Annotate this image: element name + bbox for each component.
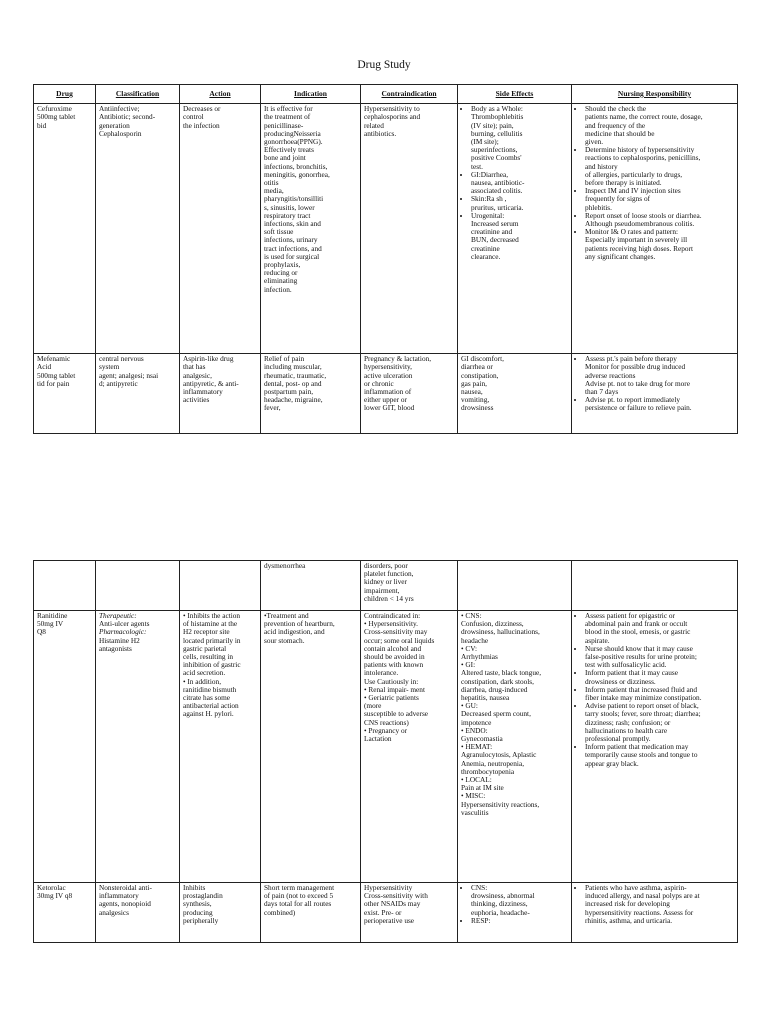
- classification-cell: Nonsteroidal anti- inflammatory agents, nonopioid analgesics: [99, 883, 152, 917]
- table-row: [34, 104, 738, 354]
- drug-cell: Ranitidine 50mg IV Q8: [37, 611, 68, 637]
- table-row: [34, 883, 738, 943]
- action-cell: Inhibits prostaglandin synthesis, producing peripherally: [183, 883, 223, 925]
- list-item: • Body as a Whole: Thrombophlebitis (IV site); pain, burning, cellulitis (IM site); superinfections, positive Coombs' test.: [471, 105, 568, 171]
- header-side-effects: Side Effects: [458, 85, 572, 104]
- action-cell: • Inhibits the action of histamine at the H2 receptor site located primarily in gastric parietal cells, resulting in inhibition of gastric acid secretion. • In addition, ranitidine bismuth citrate has some antibacterial action against H. pylori.: [183, 611, 241, 719]
- list-item: • Determine history of hypersensitivity reactions to cephalosporins, penicillins, and history of allergies, particularly to drugs, before therapy is initiated.: [585, 146, 734, 187]
- drug-cell: Mefenamic Acid 500mg tablet tid for pain: [37, 354, 76, 388]
- side-effects-list: [461, 884, 568, 925]
- list-item: • Advise pt. to report immediately persistence or failure to relieve pain.: [585, 396, 734, 412]
- drug-cell: Ketorolac 30mg IV q8: [37, 883, 73, 901]
- header-nursing-responsibility: Nursing Responsibility: [572, 85, 738, 104]
- contraindication-cell: Hypersensitivity to cephalosporins and related antibiotics.: [364, 104, 421, 138]
- list-item: • Report onset of loose stools or diarrhea. Although pseudomembranous colitis.: [585, 212, 734, 228]
- contraindication-cell: Contraindicated in: • Hypersensitivity. Cross-sensitivity may occur; some oral liquids contain alcohol and should be avoided in patients with known intolerance. Use Cautiously in: • Renal impair- ment • Geriatric patients (more susceptible to adverse CNS reactions) • Pregnancy or Lactation: [364, 611, 435, 744]
- list-item: • Inspect IM and IV injection sites frequently for signs of phlebitis.: [585, 187, 734, 212]
- header-contraindication: Contraindication: [361, 85, 458, 104]
- list-item: • Assess patient for epigastric or abdominal pain and frank or occult blood in the stool, emesis, or gastric aspirate.: [585, 612, 734, 645]
- table-header-row: [34, 85, 738, 104]
- list-item: • Patients who have asthma, aspirin- induced allergy, and nasal polyps are at increased risk for developing hypersensitivity reactions. Assess for rhinitis, asthma, and urticaria.: [585, 884, 734, 925]
- contraindication-cell: Pregnancy & lactation, hypersensitivity, active ulceration or chronic inflammation of either upper or lower GIT, blood: [364, 354, 432, 413]
- list-item: • CNS: drowsiness, abnormal thinking, dizziness, euphoria, headache-: [471, 884, 568, 917]
- header-drug: Drug: [34, 85, 96, 104]
- header-classification: Classification: [96, 85, 180, 104]
- drug-cell: Cefuroxime 500mg tablet bid: [37, 104, 76, 130]
- list-item: • Should the check the patients name, the correct route, dosage, and frequency of the medicine that should be given.: [585, 105, 734, 146]
- list-item: • Skin:Ra sh , pruritus, urticaria.: [471, 195, 568, 211]
- list-item: • Urogenital: Increased serum creatinine and BUN, decreased creatinine clearance.: [471, 212, 568, 261]
- indication-cell: dysmenorrhea: [264, 561, 306, 570]
- list-item: • Monitor I& O rates and pattern: Especially important in severely ill patients receiving high doses. Report any significant changes.: [585, 228, 734, 261]
- classification-pharmacologic-label: Pharmacologic:: [99, 627, 147, 637]
- side-effects-cell: GI discomfort, diarrhea or constipation, gas pain, nausea, vomiting, drowsiness: [461, 354, 504, 413]
- classification-cell: Antiinfective; Antibiotic; second- generation Cephalosporin: [99, 104, 156, 138]
- list-item: • Assess pt.'s pain before therapy Monitor for possible drug induced adverse reactions Advise pt. not to take drug for more than 7 days: [585, 355, 734, 396]
- list-item: • Inform patient that medication may temporarily cause stools and tongue to appear gray black.: [585, 743, 734, 768]
- header-action: Action: [180, 85, 261, 104]
- indication-cell: Relief of pain including muscular, rheumatic, traumatic, dental, post- op and postpartum pain, headache, migraine, fever,: [264, 354, 327, 413]
- list-item: • RESP:: [471, 917, 568, 925]
- side-effects-list: [461, 105, 568, 261]
- action-cell: Aspirin-like drug that has analgesic, antipyretic, & anti- inflammatory activities: [183, 354, 239, 405]
- nursing-list: [575, 612, 734, 768]
- list-item: • GI:Diarrhea, nausea, antibiotic- associated colitis.: [471, 171, 568, 196]
- list-item: • Nurse should know that it may cause false-positive results for urine protein; test with sulfosalicylic acid.: [585, 645, 734, 670]
- indication-cell: Short term management of pain (not to exceed 5 days total for all routes combined): [264, 883, 335, 917]
- list-item: • Inform patient that it may cause drowsiness or dizziness.: [585, 669, 734, 685]
- nursing-list: [575, 355, 734, 412]
- table-row: [34, 611, 738, 883]
- list-item: • Advise patient to report onset of black, tarry stools; fever, sore throat; diarrhea; dizziness; rash; confusion; or hallucinations to health care professional promptly.: [585, 702, 734, 743]
- drug-study-table-page-1: [33, 84, 738, 434]
- nursing-list: [575, 884, 734, 925]
- table-row: [34, 354, 738, 434]
- contraindication-cell: disorders, poor platelet function, kidney or liver impairment, children < 14 yrs: [364, 561, 414, 603]
- classification-cell: central nervous system agent; analgesi; nsai d; antipyretic: [99, 354, 159, 388]
- classification-pharmacologic: Histamine H2 antagonists: [99, 635, 140, 653]
- side-effects-cell: • CNS: Confusion, dizziness, drowsiness, hallucinations, headache • CV: Arrhythmias • GI: Altered taste, black tongue, constipation, dark stools, diarrhea, drug-induced hepatitis, nausea • GU: Decreased sperm count, impotence • ENDO: Gynecomastia • HEMAT: Agranulocytosis, Aplastic Anemia, neutropenia, thrombocytopenia • LOCAL: Pain at IM site • MISC: Hypersensitivity reactions, vasculitis: [461, 611, 542, 817]
- action-cell: Decreases or control the infection: [183, 104, 221, 130]
- page-title: Drug Study: [357, 59, 411, 71]
- indication-cell: It is effective for the treatment of penicillinase- producingNeisseria gonorrhoea(PPNG). Effectively treats bone and joint infections, bronchitis, meningitis, gonorrhea, otitis media, pharyngitis/tonsilliti s, sinusitis, lower respiratory tract infections, skin and soft tissue infections, urinary tract infections, and is used for surgical prophylaxis, reducing or eliminating infection.: [264, 104, 330, 294]
- table-row: [34, 561, 738, 611]
- header-indication: Indication: [261, 85, 361, 104]
- classification-therapeutic-label: Therapeutic:: [99, 611, 137, 620]
- list-item: • Inform patient that increased fluid and fiber intake may minimize constipation.: [585, 686, 734, 702]
- drug-study-table-page-2: [33, 560, 738, 943]
- nursing-list: [575, 105, 734, 261]
- indication-cell: •Treatment and prevention of heartburn, acid indigestion, and sour stomach.: [264, 611, 335, 645]
- classification-therapeutic: Anti-ulcer agents: [99, 619, 150, 629]
- contraindication-cell: Hypersensitivity Cross-sensitivity with other NSAIDs may exist. Pre- or perioperative use: [364, 883, 428, 925]
